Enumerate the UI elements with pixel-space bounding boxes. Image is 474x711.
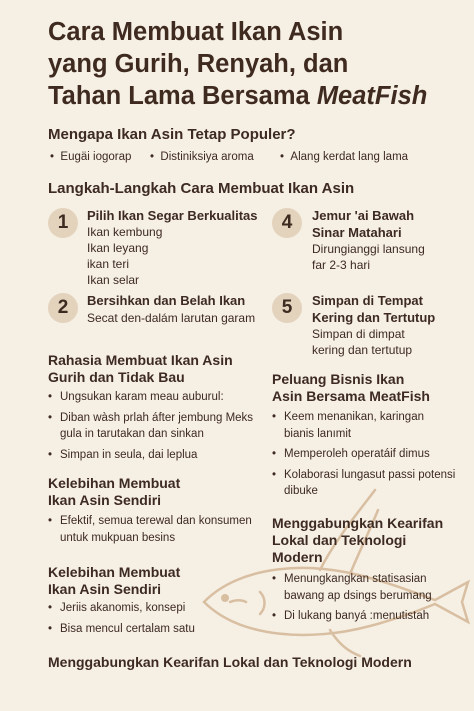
step-title-line: Simpan di Tempat (312, 293, 423, 308)
step-title: Bersihkan dan Belah Ikan (87, 293, 246, 308)
step-number-badge: 1 (48, 208, 78, 238)
step-number-badge: 2 (48, 293, 78, 323)
page-title (48, 16, 468, 112)
step-detail-line: ikan teri (87, 257, 130, 271)
kelebihan-heading (48, 475, 180, 509)
menggabungkan-list (272, 571, 462, 629)
title-line-3 (48, 80, 468, 112)
title-line-2: yang Gurih, Renyah, dan (48, 50, 349, 78)
list-item: • Jeriis akanomis, konsepi (48, 600, 253, 617)
kelebihan-heading-line: Ikan Asin Sendiri (48, 492, 162, 508)
list-item: • Simpan in seula, dai leplua (48, 447, 258, 464)
step-detail-line: Simpan di dimpat (312, 327, 405, 341)
popular-item-text: Eugäi iogorap (60, 151, 132, 163)
list-item: • Bisa mencul certalam satu (48, 621, 253, 638)
list-item: • Diban wàsh prlah áfter jembung Meks gula in tarutakan dan sinkan (48, 410, 258, 443)
step-detail-line: Secat den-dalám larutan garam (87, 311, 256, 325)
step-details (312, 326, 412, 358)
kelebihan-heading-line: Kelebihan Membuat (48, 564, 181, 580)
step-title: Pilih Ikan Segar Berkualitas (87, 208, 258, 223)
steps-heading: Langkah-Langkah Cara Membuat Ikan Asin (48, 180, 355, 197)
popular-item-text: Alang kerdat lang lama (290, 151, 409, 163)
step-details (87, 310, 255, 326)
menggabungkan-heading-line: Menggabungkan Kearifan (272, 515, 444, 531)
list-item: • Memperoleh operatáif dimus (272, 446, 457, 463)
list-item: • Efektif, semua terewal dan konsumen untuk mukpuan besins (48, 513, 253, 546)
popular-item-text: Distiniksiya aroma (160, 151, 254, 163)
list-item: • Di lukang banyá :menutistah (272, 608, 462, 625)
step-title-line: Jemur 'ai Bawah (312, 208, 415, 223)
kelebihan-list (48, 513, 253, 550)
popular-heading: Mengapa Ikan Asin Tetap Populer? (48, 126, 296, 143)
list-item: • Kolaborasi lungasut passi potensi dibuke (272, 467, 457, 500)
step-detail-line: kering dan tertutup (312, 343, 413, 357)
step-title-line: Kering dan Tertutup (312, 310, 436, 325)
title-line-3-text: Tahan Lama Bersama (48, 82, 317, 110)
peluang-heading-line: Peluang Bisnis Ikan (272, 371, 405, 387)
peluang-heading (272, 371, 430, 405)
step-detail-line: Ikan selar (87, 273, 140, 287)
popular-item: • Distiniksiya aroma (150, 151, 254, 163)
peluang-heading-line: Asin Bersama MeatFish (272, 388, 430, 404)
popular-item: • Eugäi iogorap (50, 151, 132, 163)
step-detail-line: Ikan kembung (87, 225, 163, 239)
popular-item: • Alang kerdat lang lama (280, 151, 409, 163)
rahasia-heading (48, 352, 233, 386)
rahasia-heading-line: Rahasia Membuat Ikan Asin (48, 352, 233, 368)
step-number-badge: 4 (272, 208, 302, 238)
rahasia-list (48, 389, 258, 467)
list-item: • Ungsukan karam meau auburul: (48, 389, 258, 406)
step-detail-line: Dirungianggi lansung (312, 242, 425, 256)
step-details (312, 241, 425, 273)
menggabungkan-heading-line: Lokal dan Teknologi (272, 532, 407, 548)
step-title (312, 207, 414, 241)
kelebihan-heading (48, 564, 180, 598)
brand-name: MeatFish (316, 82, 428, 110)
kelebihan-heading-line: Ikan Asin Sendiri (48, 581, 162, 597)
title-line-1: Cara Membuat Ikan Asin (48, 18, 344, 46)
step-detail-line: far 2-3 hari (312, 258, 371, 272)
kelebihan-heading-line: Kelebihan Membuat (48, 475, 181, 491)
list-item: • Menungkangkan statisasian bawang ap dsings berumang (272, 571, 462, 604)
list-item: • Keem menanikan, karingan bianis lanımit (272, 409, 457, 442)
step-detail-line: Ikan leyang (87, 241, 149, 255)
step-details (87, 224, 162, 288)
kelebihan-list (48, 600, 253, 641)
menggabungkan-heading (272, 515, 443, 566)
step-number-badge: 5 (272, 293, 302, 323)
peluang-list (272, 409, 457, 504)
rahasia-heading-line: Gurih dan Tidak Bau (48, 369, 185, 385)
footer-heading: Menggabungkan Kearifan Lokal dan Teknologi Modern (48, 654, 412, 670)
step-title-line: Sinar Matahari (312, 225, 402, 240)
step-title (312, 292, 435, 326)
menggabungkan-heading-line: Modern (272, 549, 323, 565)
